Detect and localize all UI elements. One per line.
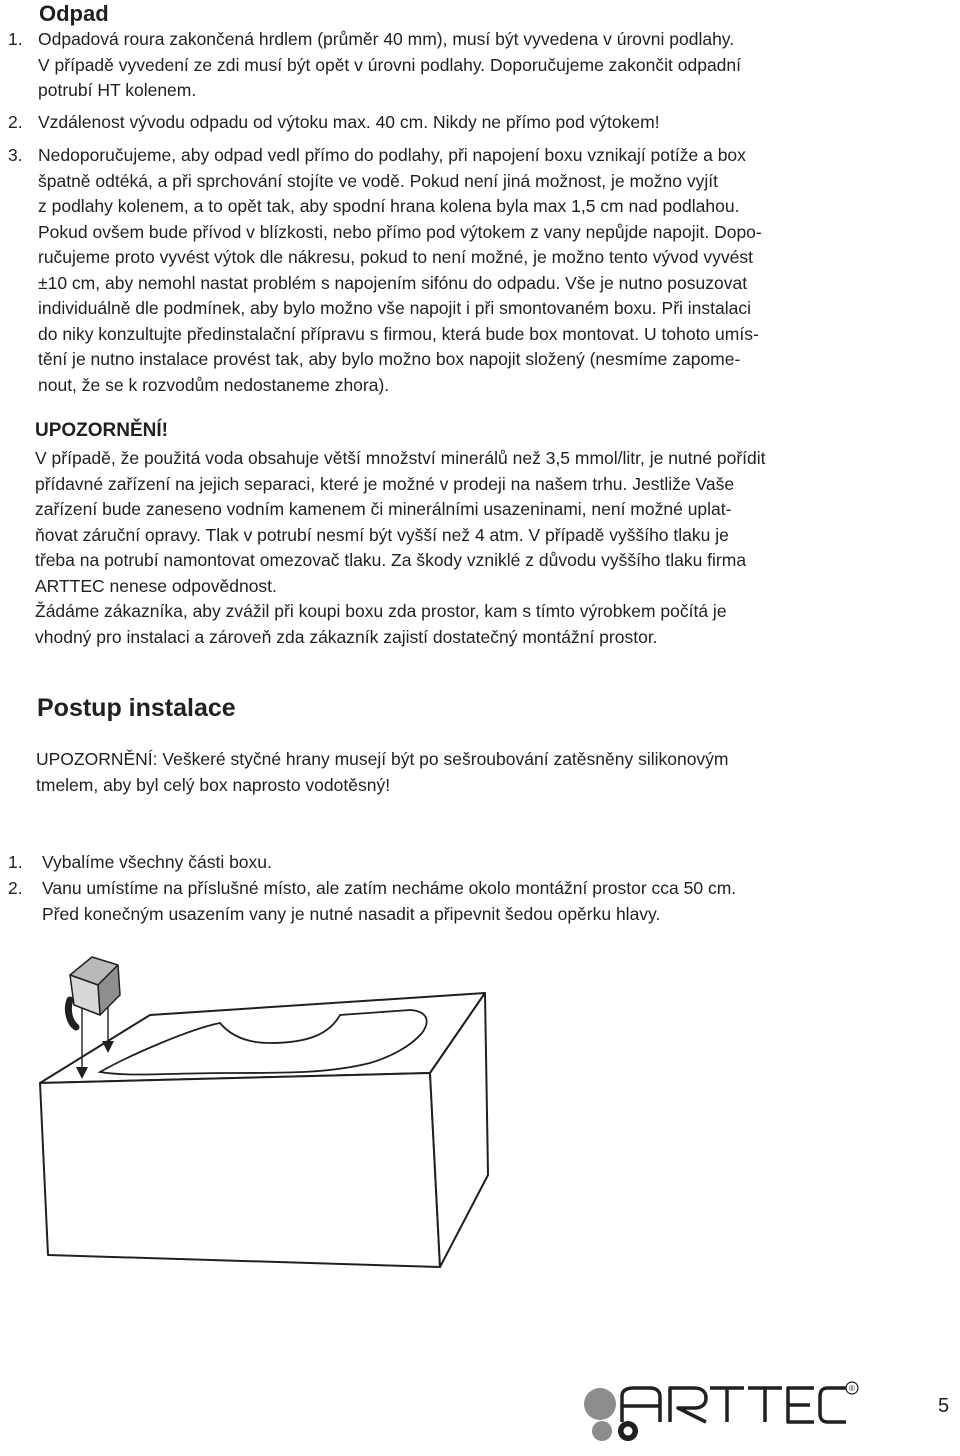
page-number: 5: [938, 1395, 950, 1417]
text-line: ručujeme proto vyvést výtok dle nákresu, pokud to není možné, je možno tento vývod vyvést: [38, 247, 753, 267]
registered-mark: ®: [849, 1384, 855, 1393]
warning-paragraph: [35, 446, 905, 650]
text-line: Pokud ovšem bude přívod v blízkosti, nebo přímo pod výtokem z vany nepůjde napojit. Dopo-: [38, 221, 762, 242]
text-line: V případě vyvedení ze zdi musí být opět v úrovni podlahy. Doporučujeme zakončit odpadní: [38, 54, 741, 75]
text-line: zařízení bude zaneseno vodním kamenem či minerálními usazeninami, není možné uplat-: [35, 499, 732, 519]
section-title-postup: Postup instalace: [37, 694, 236, 722]
text-line: ňovat záruční opravy. Tlak v potrubí nesmí být vyšší než 4 atm. V případě vyššího tlaku je: [35, 524, 729, 545]
list-number: 1.: [8, 29, 23, 49]
bathtub-installation-illustration: [30, 955, 590, 1285]
list-number: 3.: [8, 145, 23, 165]
list-number: 2.: [8, 112, 23, 132]
text-line: Nedoporučujeme, aby odpad vedl přímo do podlahy, při napojení boxu vznikají potíže a box: [38, 145, 746, 165]
list-number: 1.: [8, 852, 23, 872]
warning-title: UPOZORNĚNÍ!: [35, 420, 168, 441]
text-line: vhodný pro instalaci a zároveň zda zákazník zajistí dostatečný montážní prostor.: [35, 626, 658, 647]
text-line: ARTTEC nenese odpovědnost.: [35, 575, 277, 596]
logo-wordmark: [622, 1388, 846, 1422]
odpad-item-3: [8, 143, 898, 398]
text-line: potrubí HT kolenem.: [38, 80, 197, 100]
install-step-2: [8, 876, 908, 927]
text-line: UPOZORNĚNÍ: Veškeré styčné hrany musejí být po sešroubování zatěsněny silikonovým: [36, 749, 729, 769]
text-line: Vybalíme všechny části boxu.: [42, 852, 272, 872]
text-line: tění je nutno instalace provést tak, aby bylo možno box napojit složený (nesmíme zapome-: [38, 349, 741, 369]
logo-mark: [584, 1388, 638, 1441]
text-line: z podlahy kolenem, a to opět tak, aby spodní hrana kolena byla max 1,5 cm nad podlahou.: [38, 196, 740, 216]
text-line: Odpadová roura zakončená hrdlem (průměr 40 mm), musí být vyvedena v úrovni podlahy.: [38, 29, 735, 49]
text-line: tmelem, aby byl celý box naprosto vodotěsný!: [36, 774, 391, 795]
text-line: ±10 cm, aby nemohl nastat problém s napojením sifónu do odpadu. Vše je nutno posuzovat: [38, 272, 748, 293]
odpad-item-2: [8, 110, 898, 136]
text-line: Žádáme zákazníka, aby zvážil při koupi boxu zda prostor, kam s tímto výrobkem počítá je: [35, 601, 727, 621]
install-note: [36, 747, 906, 798]
text-line: přídavné zařízení na jejich separaci, které je možné v prodeji na našem trhu. Jestliže Vaše: [35, 473, 735, 494]
text-line: individuálně dle podmínek, aby bylo možno vše napojit i při smontovaném boxu. Při instalaci: [38, 298, 752, 318]
text-line: Před konečným usazením vany je nutné nasadit a připevnit šedou opěrku hlavy.: [42, 903, 661, 924]
section-title-odpad: Odpad: [39, 1, 109, 26]
headrest: [70, 957, 120, 1015]
text-line: špatně odtéká, a při sprchování stojíte ve vodě. Pokud není jiná možnost, je možno vyjít: [38, 170, 718, 191]
tub-front-face: [40, 1073, 440, 1267]
install-step-1: [8, 850, 908, 876]
text-line: do niky konzultujte předinstalační přípravu s firmou, která bude box montovat. U tohoto umís-: [38, 323, 759, 344]
text-line: třeba na potrubí namontovat omezovač tlaku. Za škody vzniklé z důvodu vyššího tlaku firma: [35, 550, 747, 570]
arttec-logo: [582, 1378, 862, 1450]
text-line: Vzdálenost vývodu odpadu od výtoku max. 40 cm. Nikdy ne přímo pod výtokem!: [38, 112, 660, 132]
text-line: nout, že se k rozvodům nedostaneme zhora).: [38, 374, 390, 395]
list-number: 2.: [8, 878, 23, 898]
text-line: V případě, že použitá voda obsahuje větší množství minerálů než 3,5 mmol/litr, je nutné pořídit: [35, 448, 766, 468]
odpad-item-1: [8, 27, 898, 104]
text-line: Vanu umístíme na příslušné místo, ale zatím necháme okolo montážní prostor cca 50 cm.: [42, 878, 737, 898]
